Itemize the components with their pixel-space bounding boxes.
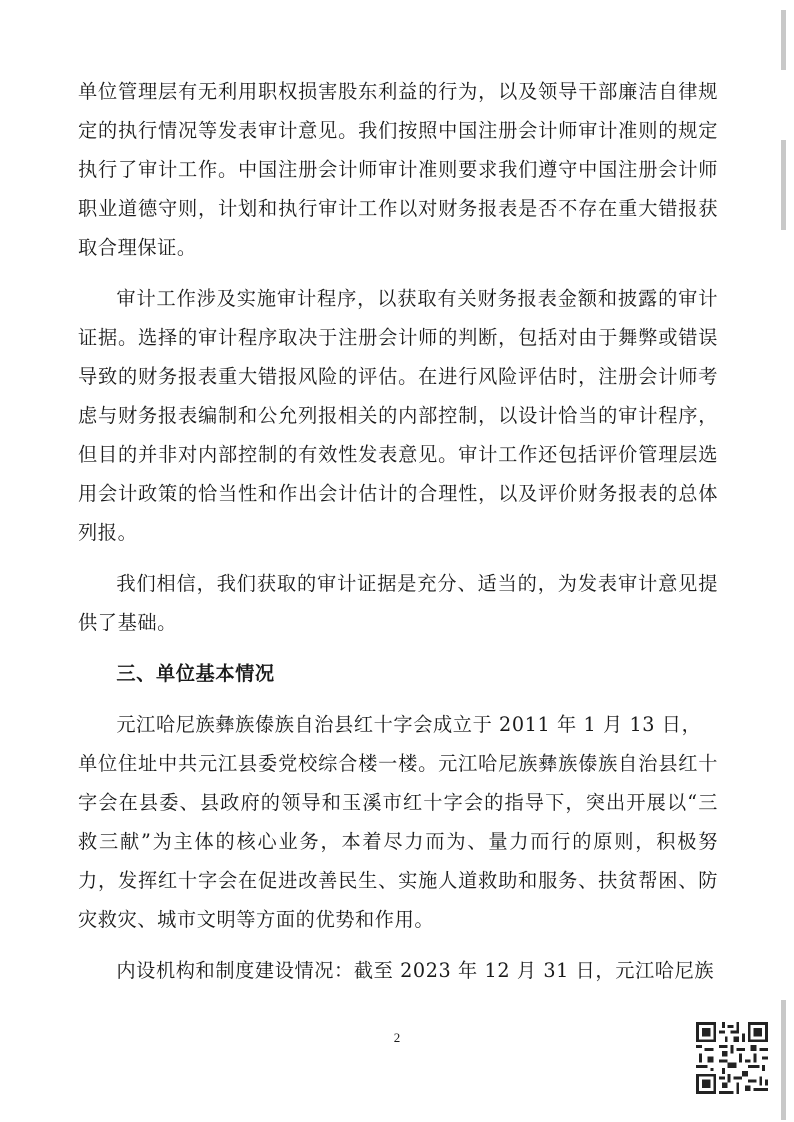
paragraph-audit-scope-end: 单位管理层有无利用职权损害股东利益的行为，以及领导干部廉洁自律规定的执行情况等发表审计意见。我们按照中国注册会计师审计准则的规定执行了审计工作。中国注册会计师审计准则要求我们遵守中国注册会计师职业道德守则，计划和执行审计工作以对财务报表是否不存在重大错报获取合理保证。 bbox=[78, 80, 718, 259]
section-heading-basic-info: 三、单位基本情况 bbox=[116, 662, 275, 685]
paragraph-establishment-line1: 元江哈尼族彝族傣族自治县红十字会成立于 2011 年 1 月 13 日， bbox=[116, 713, 702, 736]
paragraph-establishment-rest: 单位住址中共元江县委党校综合楼一楼。元江哈尼族彝族傣族自治县红十字会在县委、县政府的领导和玉溪市红十字会的指导下，突出开展以“三救三献”为主体的核心业务，本着尽力而为、量力而行的原则，积极努力，发挥红十字会在促进改善民生、实施人道救助和服务、扶贫帮困、防灾救灾、城市文明等方面的优势和作用。 bbox=[78, 752, 718, 931]
scan-edge-mark bbox=[781, 10, 786, 70]
scan-edge-mark bbox=[781, 140, 786, 230]
scan-edge-mark bbox=[781, 1000, 786, 1120]
qr-code-icon bbox=[696, 1022, 768, 1094]
document-body bbox=[78, 72, 718, 1002]
paragraph-audit-procedures: 审计工作涉及实施审计程序，以获取有关财务报表金额和披露的审计证据。选择的审计程序取决于注册会计师的判断，包括对由于舞弊或错误导致的财务报表重大错报风险的评估。在进行风险评估时，注册会计师考虑与财务报表编制和公允列报相关的内部控制，以设计恰当的审计程序，但目的并非对内部控制的有效性发表意见。审计工作还包括评价管理层选用会计政策的恰当性和作出会计估计的合理性，以及评价财务报表的总体列报。 bbox=[78, 287, 718, 544]
paragraph-internal-structure: 内设机构和制度建设情况：截至 2023 年 12 月 31 日，元江哈尼族 bbox=[116, 959, 715, 982]
page-number: 2 bbox=[393, 1030, 401, 1045]
paragraph-audit-evidence: 我们相信，我们获取的审计证据是充分、适当的，为发表审计意见提供了基础。 bbox=[78, 572, 718, 634]
